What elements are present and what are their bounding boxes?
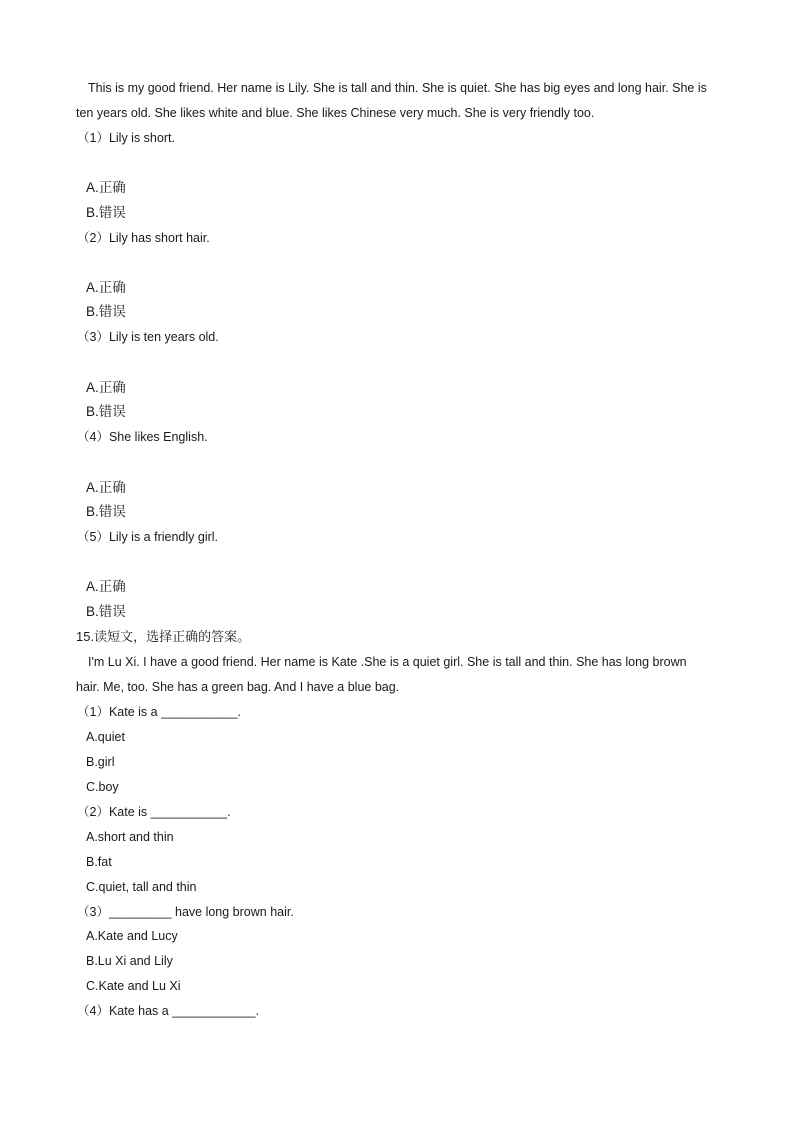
option-b: B.girl [86, 755, 115, 769]
passage2-line2: hair. Me, too. She has a green bag. And I have a blue bag. [76, 680, 400, 694]
question-4: （4）She likes English. [77, 430, 208, 444]
option-b: B.错误 [86, 304, 126, 319]
option-b: B.错误 [86, 404, 126, 419]
question-3: （3）Lily is ten years old. [77, 330, 219, 344]
question-5: （5）Lily is a friendly girl. [77, 530, 219, 544]
option-a: A.Kate and Lucy [86, 929, 178, 943]
option-c: C.quiet, tall and thin [86, 880, 197, 894]
option-b: B.错误 [86, 205, 126, 220]
question-2: （2）Kate is ___________. [77, 805, 231, 819]
option-b: B.错误 [86, 604, 126, 619]
question-1: （1）Kate is a ___________. [77, 705, 242, 719]
question-2: （2）Lily has short hair. [77, 231, 210, 245]
option-a: A.正确 [86, 280, 126, 295]
option-b: B.Lu Xi and Lily [86, 954, 173, 968]
option-a: A.short and thin [86, 830, 174, 844]
option-c: C.boy [86, 780, 119, 794]
option-c: C.Kate and Lu Xi [86, 979, 181, 993]
option-b: B.fat [86, 855, 112, 869]
option-a: A.正确 [86, 180, 126, 195]
option-a: A.quiet [86, 730, 125, 744]
option-a: A.正确 [86, 579, 126, 594]
question-4: （4）Kate has a ____________. [77, 1004, 260, 1018]
option-a: A.正确 [86, 480, 126, 495]
option-a: A.正确 [86, 380, 126, 395]
passage1-line1: This is my good friend. Her name is Lily. She is tall and thin. She is quiet. She has big eyes and long hair. She is [88, 81, 707, 95]
question-1: （1）Lily is short. [77, 131, 175, 145]
option-b: B.错误 [86, 504, 126, 519]
question-3: （3）_________ have long brown hair. [77, 905, 294, 919]
section-heading: 15.读短文，选择正确的答案。 [76, 629, 251, 644]
passage2-line1: I'm Lu Xi. I have a good friend. Her name is Kate .She is a quiet girl. She is tall and thin. She has long brown [88, 655, 687, 669]
passage1-line2: ten years old. She likes white and blue. She likes Chinese very much. She is very friendly too. [76, 106, 595, 120]
